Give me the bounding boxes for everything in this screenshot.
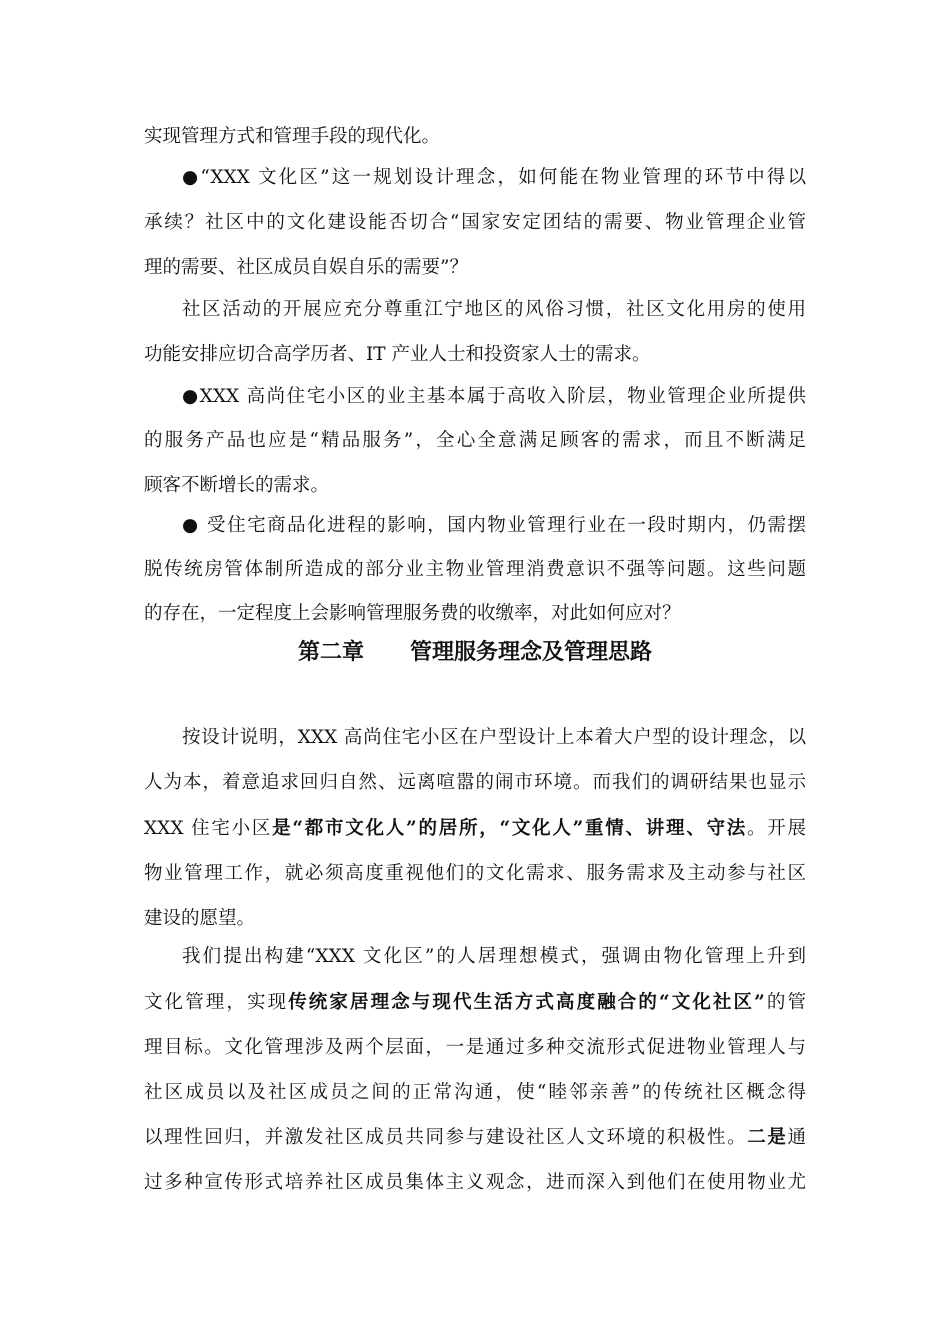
text-run: 通 bbox=[787, 1127, 806, 1148]
paragraph-line: 理目标。文化管理涉及两个层面，一是通过多种交流形式促进物业管理人与 bbox=[144, 1037, 806, 1058]
paragraph-line: ● 受住宅商品化进程的影响，国内物业管理行业在一段时期内，仍需摆 bbox=[182, 515, 806, 536]
text-run: 以理性回归，并激发社区成员共同参与建设社区人文环境的积极性。 bbox=[144, 1127, 748, 1148]
paragraph-line: 承续？社区中的文化建设能否切合“国家安定团结的需要、物业管理企业管 bbox=[144, 212, 806, 233]
chapter-heading bbox=[0, 638, 950, 668]
paragraph-line: 人为本，着意追求回归自然、远离喧嚣的闹市环境。而我们的调研结果也显示 bbox=[144, 772, 806, 793]
paragraph-line: ●“XXX 文化区”这一规划设计理念，如何能在物业管理的环节中得以 bbox=[182, 167, 806, 188]
bold-emphasis: 是“都市文化人”的居所，“文化人”重情、讲理、守法 bbox=[272, 818, 747, 839]
paragraph-line bbox=[144, 816, 806, 842]
paragraph-line: 理的需要、社区成员自娱自乐的需要”？ bbox=[144, 257, 468, 278]
bold-emphasis: 传统家居理念与现代生活方式高度融合的“文化社区” bbox=[288, 992, 765, 1013]
paragraph-line: 我们提出构建“XXX 文化区”的人居理想模式，强调由物化管理上升到 bbox=[182, 946, 806, 967]
paragraph-line bbox=[144, 1125, 806, 1151]
paragraph-line: 的存在，一定程度上会影响管理服务费的收缴率，对此如何应对？ bbox=[144, 603, 681, 624]
paragraph-line: 物业管理工作，就必须高度重视他们的文化需求、服务需求及主动参与社区 bbox=[144, 863, 806, 884]
paragraph-line: 按设计说明，XXX 高尚住宅小区在户型设计上本着大户型的设计理念，以 bbox=[182, 727, 806, 748]
paragraph-line: 功能安排应切合高学历者、IT 产业人士和投资家人士的需求。 bbox=[144, 344, 651, 365]
text-run: 文化管理，实现 bbox=[144, 992, 289, 1013]
paragraph-line: 的服务产品也应是“精品服务”，全心全意满足顾客的需求，而且不断满足 bbox=[144, 430, 806, 451]
paragraph-line: 建设的愿望。 bbox=[144, 908, 256, 929]
paragraph-line: 社区成员以及社区成员之间的正常沟通，使“睦邻亲善”的传统社区概念得 bbox=[144, 1082, 806, 1103]
chapter-number: 第二章 bbox=[297, 640, 364, 665]
paragraph-line: 实现管理方式和管理手段的现代化。 bbox=[144, 126, 441, 147]
paragraph-line: 脱传统房管体制所造成的部分业主物业管理消费意识不强等问题。这些问题 bbox=[144, 559, 806, 580]
paragraph-line: ●XXX 高尚住宅小区的业主基本属于高收入阶层，物业管理企业所提供 bbox=[182, 386, 806, 407]
paragraph-line: 顾客不断增长的需求。 bbox=[144, 475, 330, 496]
paragraph-line: 过多种宣传形式培养社区成员集体主义观念，进而深入到他们在使用物业尤 bbox=[144, 1172, 806, 1193]
text-run: 。开展 bbox=[746, 818, 806, 839]
text-run: 的管 bbox=[764, 992, 806, 1013]
chapter-title: 管理服务理念及管理思路 bbox=[410, 640, 653, 665]
text-run: XXX 住宅小区 bbox=[144, 818, 273, 839]
paragraph-line: 社区活动的开展应充分尊重江宁地区的风俗习惯，社区文化用房的使用 bbox=[182, 299, 806, 320]
paragraph-line bbox=[144, 990, 806, 1016]
bold-emphasis: 二是 bbox=[747, 1127, 788, 1148]
